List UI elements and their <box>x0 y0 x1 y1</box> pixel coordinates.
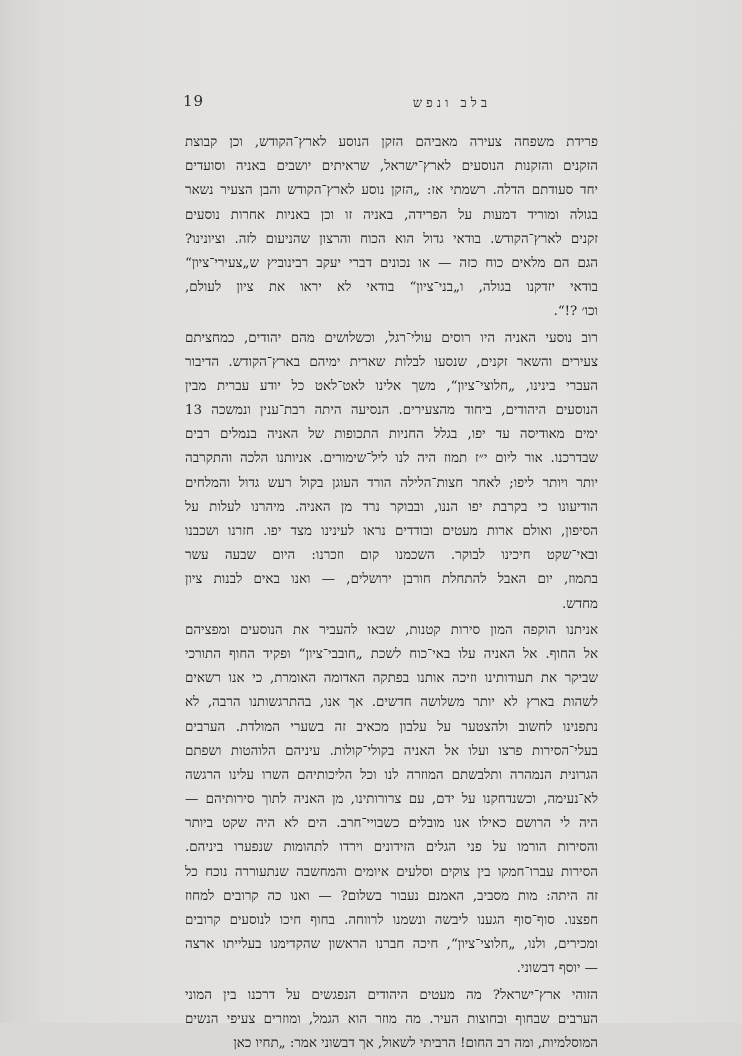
text-line: — יוסף דבשוני. <box>516 961 598 977</box>
text-line: ומכירים, ולנו, „חלוצי־ציון“, חיכה חברנו הראשון שהקדימנו בעלייתו ארצה <box>185 937 598 953</box>
text-line: נתפנינו לחשוב ולהצטער על עלבון מכאיב זה בשערי המולדת. הערבים <box>185 719 598 735</box>
text-line: הסיפון, ואולם ארות מעטים ובודדים נראו לעינינו מצד יפו. חזרנו ושכבנו <box>185 524 598 539</box>
text-line: וכו׳ ?!“. <box>553 304 598 320</box>
text-line: צעירים והשאר זקנים, שנסעו לבלות שארית ימיהם בארץ־הקודש. הדיבור <box>185 354 598 370</box>
text-line: העברי בינינו, „חלוצי־ציון“, משך אלינו לאט־לאט כל יודע עברית מבין <box>185 378 598 394</box>
text-line: חפצנו. סוף־סוף הגענו ליבשה ונשמנו לרווחה. בחוף חיכו לנוסעים קרובים <box>185 913 598 928</box>
text-line: הזוהי ארץ־ישראל? מה מעטים היהודים הנפגשים על דרכנו בין המוני <box>185 987 598 1003</box>
text-line: אל החוף. אל האניה עלו באי־כוח לשכת „חובבי־ציון“ ופקיד החוף התורכי <box>185 646 598 662</box>
text-line: שביקר את תעודותינו וזיכה אותנו בפתקה האדומה האומרת, כי אנו רשאים <box>185 671 598 687</box>
text-line: יותר ויותר ליפו; לאחר חצות־הלילה הורד העוגן בקול רעש גדול והמלחים <box>185 475 598 491</box>
text-line: הזקנים והזקנות הנוסעים לארץ־ישראל, שראיתים יושבים באניה וסועדים <box>185 159 598 175</box>
text-line: ובאי־שקט חיכינו לבוקר. השכמנו קום וזכרנו: היום שבעה עשר <box>185 548 598 564</box>
page-number: 19 <box>183 92 205 110</box>
text-line: הגרונית הנמהרה ותלבשתם המוזרה לנו וכל הליכותיהם השרו עלינו הרגשה <box>185 767 598 783</box>
paragraph <box>185 619 598 982</box>
text-line: שבדרכנו. אור ליום י״ז תמוז היה לנו ליל־שימורים. אניותנו הלכה והתקרבה <box>185 451 598 467</box>
paragraph <box>185 327 598 617</box>
text-line: הודיעונו כי בקרבת יפו הננו, ובבוקר נרד מן האניה. מיהרנו לעלות על <box>185 499 598 515</box>
text-line: יחד סעודתם הדלה. רשמתי אז: „הזקן נוסע לארץ־הקודש והבן הצעיר נשאר <box>185 183 598 199</box>
text-line: המוסלמיות, ומה רב החום! הרביתי לשאול, אך דבשוני אמר: „תחיו כאן <box>233 1035 598 1051</box>
text-line: מחדש. <box>561 596 598 612</box>
text-line: זקנים לארץ־הקודש. בודאי גדול הוא הכוח והרצון שהניעום לזה. וציונינו? <box>185 231 598 247</box>
text-line: לשהות בארץ לא יותר משלושה חדשים. אך אנו, בהתרגשותנו הרבה, לא <box>185 695 598 711</box>
text-line: לא־נעימה, וכשנדחקנו על ידם, עם צרורותינו, מן האניה לתוך סירותיהם — <box>185 792 598 808</box>
running-title: בלב ונפש <box>412 96 492 111</box>
text-line: הנוסעים היהודים, ביחוד מהצעירים. הנסיעה היתה רבת־ענין ונמשכה 13 <box>185 403 598 419</box>
paragraph <box>185 984 598 1056</box>
text-line: בעלי־הסירות פרצו ועלו אל האניה בקולי־קולות. עיניהם הלוהטות ושפתם <box>185 743 598 759</box>
text-line: פרידת משפחה צעירה מאביהם הזקן הנוסע לארץ־הקודש, וכן קבוצת <box>185 135 598 150</box>
text-line: ימים מאודיסה עד יפו, בגלל החניות התכופות של האניה בנמלים רבים <box>185 427 598 443</box>
text-line: הגם הם מלאים כוח כזה — או נכונים דברי יעקב רבינוביץ ש„צעירי־ציון“ <box>185 255 598 271</box>
text-line: בודאי יזדקנו בגולה, ו„בני־ציון“ בודאי לא יראו את ציון לעולם, <box>185 280 598 296</box>
text-line: הסירות עברו־חמקו בין צוקים וסלעים איומים והמחשבה שנתעוררה נוכח כל <box>185 864 598 880</box>
paragraph <box>185 131 598 325</box>
text-line: היה לי הרושם כאילו אנו מובלים כשבויי־חרב. הים לא היה שקט ביותר <box>185 816 598 832</box>
text-line: רוב נוסעי האניה היו רוסים עולי־רגל, וכשלושים מהם יהודים, כמחציתם <box>185 330 598 346</box>
text-line: והסירות הורמו על פני הגלים הזידונים וירדו לתהומות שנפערו ביניהם. <box>185 840 598 856</box>
text-line: אניתנו הוקפה המון סירות קטנות, שבאו להעביר את הנוסעים ומפציהם <box>185 622 598 638</box>
text-line: בתמוז, יום האבל להתחלת חורבן ירושלים, — ואנו באים לבנות ציון <box>185 572 598 588</box>
text-line: זה היתה: מות מסביב, האמנם נעבור בשלום? — ואנו כה קרובים למחוז <box>185 888 598 904</box>
body-text <box>185 131 598 1056</box>
text-line: בגולה ומוריד דמעות על הפרידה, באניה זו וכן באניות אחרות נוסעים <box>185 207 598 223</box>
text-line: הערבים שבחוף ובחוצות העיר. מה מוזר הוא הגמל, ומוזרים צעיפי הנשים <box>185 1011 598 1027</box>
